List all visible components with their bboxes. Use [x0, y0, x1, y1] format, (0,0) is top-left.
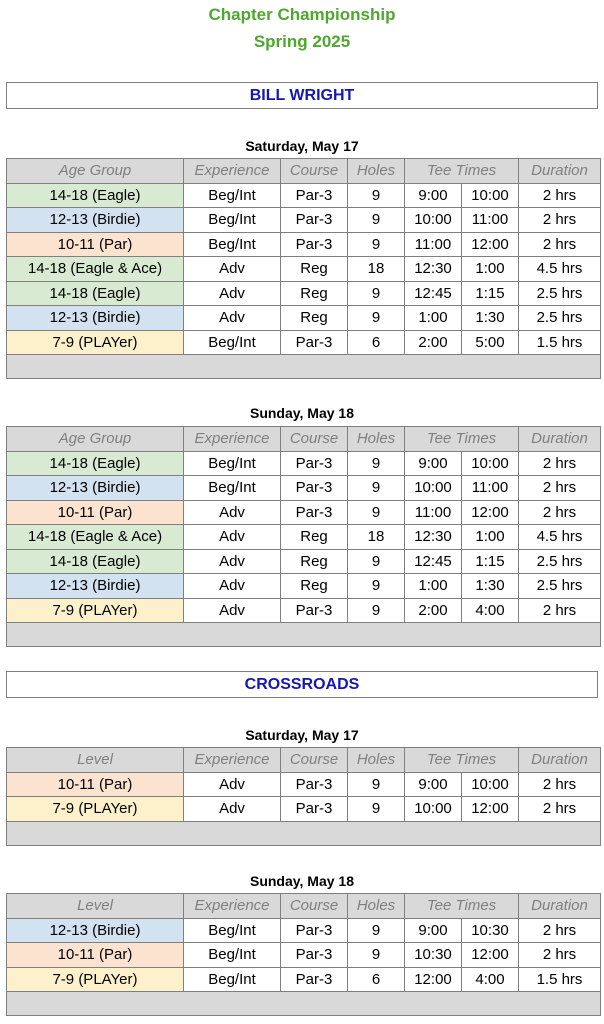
column-header-course: Course [281, 427, 348, 452]
cell-holes: 9 [348, 232, 405, 257]
cell-duration: 2.5 hrs [519, 549, 601, 574]
cell-tee-start: 9:00 [405, 772, 462, 797]
cell-tee-end: 10:00 [462, 772, 519, 797]
cell-duration: 2 hrs [519, 500, 601, 525]
cell-tee-start: 10:00 [405, 797, 462, 822]
cell-duration: 1.5 hrs [519, 967, 601, 992]
cell-course: Par-3 [281, 330, 348, 355]
table-footer-row [7, 623, 601, 647]
table-row [7, 549, 601, 574]
column-header-level: Level [7, 894, 184, 919]
venue-heading-crossroads: CROSSROADS [6, 671, 598, 698]
cell-holes: 9 [348, 500, 405, 525]
cell-course: Par-3 [281, 232, 348, 257]
cell-course: Reg [281, 281, 348, 306]
cell-tee-end: 1:30 [462, 306, 519, 331]
table-row [7, 232, 601, 257]
cell-tee-start: 2:00 [405, 598, 462, 623]
cell-group: 12-13 (Birdie) [7, 918, 184, 943]
cell-holes: 9 [348, 183, 405, 208]
cell-tee-end: 12:00 [462, 943, 519, 968]
day-label: Saturday, May 17 [245, 727, 359, 743]
cell-holes: 6 [348, 330, 405, 355]
table-row [7, 451, 601, 476]
cell-tee-end: 12:00 [462, 232, 519, 257]
column-header-holes: Holes [348, 159, 405, 184]
cell-tee-end: 11:00 [462, 476, 519, 501]
cell-course: Par-3 [281, 772, 348, 797]
cell-experience: Adv [184, 500, 281, 525]
table-footer-row [7, 355, 601, 379]
cell-duration: 2 hrs [519, 797, 601, 822]
cell-tee-start: 1:00 [405, 574, 462, 599]
table-row [7, 330, 601, 355]
cell-holes: 9 [348, 943, 405, 968]
cell-duration: 2 hrs [519, 918, 601, 943]
cell-tee-end: 10:00 [462, 183, 519, 208]
cell-course: Reg [281, 574, 348, 599]
cell-experience: Adv [184, 574, 281, 599]
cell-holes: 9 [348, 574, 405, 599]
table-row [7, 257, 601, 282]
cell-experience: Beg/Int [184, 183, 281, 208]
cell-course: Reg [281, 525, 348, 550]
cell-tee-start: 12:45 [405, 549, 462, 574]
column-header-tee-times: Tee Times [405, 427, 519, 452]
table-row [7, 500, 601, 525]
column-header-level: Level [7, 748, 184, 773]
cell-tee-start: 11:00 [405, 500, 462, 525]
cell-course: Par-3 [281, 208, 348, 233]
venue-heading-bill-wright: BILL WRIGHT [6, 82, 598, 109]
cell-experience: Adv [184, 525, 281, 550]
cell-course: Reg [281, 257, 348, 282]
cell-holes: 9 [348, 797, 405, 822]
cell-experience: Beg/Int [184, 208, 281, 233]
page-subtitle: Spring 2025 [253, 32, 351, 51]
cell-tee-start: 9:00 [405, 451, 462, 476]
cell-duration: 2 hrs [519, 598, 601, 623]
table-row [7, 797, 601, 822]
cell-duration: 2.5 hrs [519, 306, 601, 331]
cell-tee-end: 1:30 [462, 574, 519, 599]
cell-tee-end: 12:00 [462, 797, 519, 822]
table-header-row [7, 159, 601, 184]
column-header-duration: Duration [519, 894, 601, 919]
cell-tee-start: 1:00 [405, 306, 462, 331]
cell-tee-start: 12:45 [405, 281, 462, 306]
cell-holes: 9 [348, 598, 405, 623]
cell-group: 7-9 (PLAYer) [7, 598, 184, 623]
table-row [7, 598, 601, 623]
cell-experience: Beg/Int [184, 232, 281, 257]
cell-group: 7-9 (PLAYer) [7, 330, 184, 355]
table-row [7, 208, 601, 233]
table-row [7, 943, 601, 968]
table-row [7, 306, 601, 331]
cell-experience: Adv [184, 797, 281, 822]
cell-duration: 2 hrs [519, 232, 601, 257]
cell-tee-start: 10:00 [405, 208, 462, 233]
table-footer-row [7, 821, 601, 845]
cell-group: 14-18 (Eagle) [7, 451, 184, 476]
cell-group: 10-11 (Par) [7, 232, 184, 257]
cell-group: 14-18 (Eagle & Ace) [7, 525, 184, 550]
schedule-table-bill-wright-saturday-may-17 [6, 158, 601, 379]
cell-duration: 2 hrs [519, 451, 601, 476]
cell-holes: 18 [348, 257, 405, 282]
cell-experience: Beg/Int [184, 330, 281, 355]
cell-holes: 6 [348, 967, 405, 992]
cell-tee-start: 12:00 [405, 967, 462, 992]
cell-holes: 9 [348, 772, 405, 797]
cell-tee-end: 1:00 [462, 525, 519, 550]
cell-tee-end: 11:00 [462, 208, 519, 233]
cell-tee-start: 9:00 [405, 183, 462, 208]
cell-course: Par-3 [281, 797, 348, 822]
cell-course: Par-3 [281, 451, 348, 476]
cell-tee-end: 10:00 [462, 451, 519, 476]
cell-experience: Beg/Int [184, 918, 281, 943]
table-header-row [7, 748, 601, 773]
cell-holes: 9 [348, 476, 405, 501]
cell-tee-end: 1:00 [462, 257, 519, 282]
cell-experience: Adv [184, 598, 281, 623]
cell-course: Par-3 [281, 918, 348, 943]
cell-group: 12-13 (Birdie) [7, 306, 184, 331]
cell-course: Reg [281, 306, 348, 331]
cell-group: 14-18 (Eagle) [7, 549, 184, 574]
column-header-duration: Duration [519, 159, 601, 184]
cell-holes: 9 [348, 306, 405, 331]
column-header-holes: Holes [348, 748, 405, 773]
cell-group: 7-9 (PLAYer) [7, 967, 184, 992]
cell-duration: 1.5 hrs [519, 330, 601, 355]
cell-experience: Adv [184, 257, 281, 282]
cell-experience: Beg/Int [184, 967, 281, 992]
table-row [7, 967, 601, 992]
cell-experience: Beg/Int [184, 451, 281, 476]
cell-group: 14-18 (Eagle) [7, 183, 184, 208]
column-header-tee-times: Tee Times [405, 748, 519, 773]
cell-tee-end: 5:00 [462, 330, 519, 355]
schedule-table-bill-wright-sunday-may-18 [6, 426, 601, 647]
cell-course: Par-3 [281, 943, 348, 968]
cell-experience: Adv [184, 772, 281, 797]
cell-tee-start: 9:00 [405, 918, 462, 943]
cell-group: 12-13 (Birdie) [7, 208, 184, 233]
cell-experience: Beg/Int [184, 476, 281, 501]
cell-tee-end: 4:00 [462, 967, 519, 992]
cell-duration: 2 hrs [519, 943, 601, 968]
schedule-table-crossroads-saturday-may-17 [6, 747, 601, 846]
table-footer-cell [7, 992, 601, 1016]
page-title: Chapter Championship [208, 5, 396, 24]
column-header-tee-times: Tee Times [405, 894, 519, 919]
column-header-holes: Holes [348, 427, 405, 452]
cell-group: 10-11 (Par) [7, 500, 184, 525]
cell-tee-end: 4:00 [462, 598, 519, 623]
cell-group: 10-11 (Par) [7, 943, 184, 968]
table-header-row [7, 427, 601, 452]
cell-duration: 2.5 hrs [519, 281, 601, 306]
cell-group: 12-13 (Birdie) [7, 476, 184, 501]
cell-tee-end: 1:15 [462, 549, 519, 574]
table-row [7, 772, 601, 797]
cell-course: Reg [281, 549, 348, 574]
cell-course: Par-3 [281, 500, 348, 525]
cell-experience: Adv [184, 549, 281, 574]
table-row [7, 281, 601, 306]
column-header-course: Course [281, 748, 348, 773]
column-header-experience: Experience [184, 748, 281, 773]
cell-holes: 9 [348, 281, 405, 306]
cell-group: 7-9 (PLAYer) [7, 797, 184, 822]
column-header-duration: Duration [519, 427, 601, 452]
cell-duration: 2 hrs [519, 772, 601, 797]
column-header-experience: Experience [184, 159, 281, 184]
schedule-table-crossroads-sunday-may-18 [6, 893, 601, 1016]
cell-course: Par-3 [281, 967, 348, 992]
cell-tee-end: 12:00 [462, 500, 519, 525]
cell-duration: 4.5 hrs [519, 525, 601, 550]
cell-holes: 18 [348, 525, 405, 550]
cell-tee-start: 12:30 [405, 257, 462, 282]
cell-holes: 9 [348, 451, 405, 476]
table-row [7, 476, 601, 501]
cell-duration: 2 hrs [519, 208, 601, 233]
column-header-age-group: Age Group [7, 427, 184, 452]
cell-experience: Beg/Int [184, 943, 281, 968]
day-label: Sunday, May 18 [249, 873, 354, 889]
cell-tee-start: 10:30 [405, 943, 462, 968]
table-footer-cell [7, 821, 601, 845]
column-header-tee-times: Tee Times [405, 159, 519, 184]
column-header-experience: Experience [184, 427, 281, 452]
cell-group: 14-18 (Eagle) [7, 281, 184, 306]
cell-course: Par-3 [281, 476, 348, 501]
table-footer-row [7, 992, 601, 1016]
column-header-duration: Duration [519, 748, 601, 773]
cell-duration: 4.5 hrs [519, 257, 601, 282]
column-header-age-group: Age Group [7, 159, 184, 184]
column-header-course: Course [281, 159, 348, 184]
cell-tee-start: 11:00 [405, 232, 462, 257]
cell-experience: Adv [184, 306, 281, 331]
cell-experience: Adv [184, 281, 281, 306]
day-label: Saturday, May 17 [245, 138, 359, 154]
day-label: Sunday, May 18 [249, 405, 354, 421]
column-header-course: Course [281, 894, 348, 919]
cell-tee-end: 10:30 [462, 918, 519, 943]
cell-tee-start: 12:30 [405, 525, 462, 550]
table-row [7, 525, 601, 550]
table-row [7, 574, 601, 599]
column-header-experience: Experience [184, 894, 281, 919]
cell-duration: 2.5 hrs [519, 574, 601, 599]
cell-tee-start: 10:00 [405, 476, 462, 501]
cell-duration: 2 hrs [519, 183, 601, 208]
table-footer-cell [7, 623, 601, 647]
table-header-row [7, 894, 601, 919]
cell-duration: 2 hrs [519, 476, 601, 501]
cell-holes: 9 [348, 549, 405, 574]
cell-group: 12-13 (Birdie) [7, 574, 184, 599]
cell-course: Par-3 [281, 183, 348, 208]
cell-holes: 9 [348, 918, 405, 943]
cell-holes: 9 [348, 208, 405, 233]
cell-course: Par-3 [281, 598, 348, 623]
cell-tee-end: 1:15 [462, 281, 519, 306]
table-row [7, 918, 601, 943]
cell-group: 14-18 (Eagle & Ace) [7, 257, 184, 282]
table-row [7, 183, 601, 208]
cell-tee-start: 2:00 [405, 330, 462, 355]
cell-group: 10-11 (Par) [7, 772, 184, 797]
column-header-holes: Holes [348, 894, 405, 919]
table-footer-cell [7, 355, 601, 379]
